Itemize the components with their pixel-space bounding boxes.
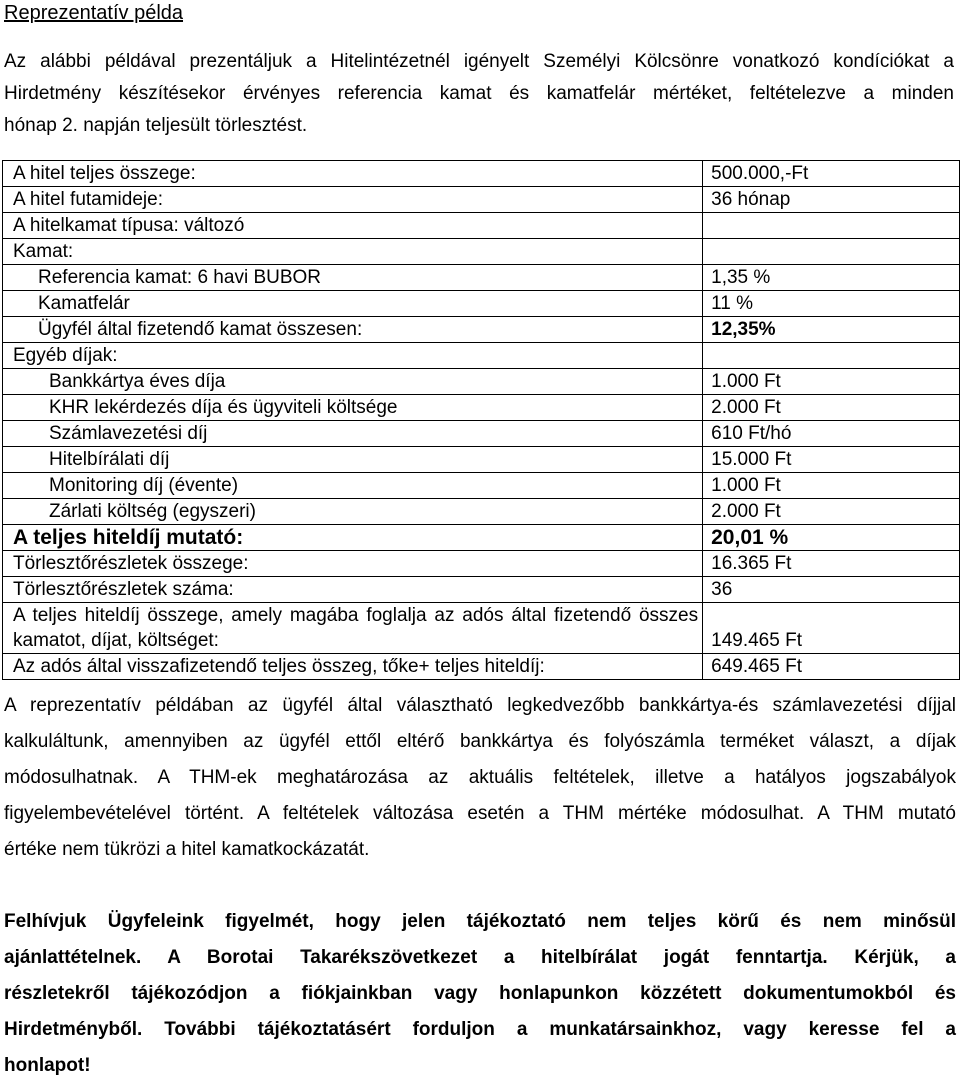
row-value: 2.000 Ft — [703, 499, 960, 525]
row-label: A hitelkamat típusa: változó — [3, 213, 703, 239]
row-label: Bankkártya éves díja — [3, 369, 703, 395]
row-label: Törlesztőrészletek száma: — [3, 577, 703, 603]
table-row — [3, 654, 960, 680]
row-label: Hitelbírálati díj — [3, 447, 703, 473]
notice-paragraph — [4, 904, 956, 1084]
table-row — [3, 603, 960, 654]
paragraph-line: honlapot! — [4, 1055, 91, 1076]
row-value: 500.000,-Ft — [703, 161, 960, 187]
page-heading: Reprezentatív példa — [4, 2, 184, 24]
table-row — [3, 187, 960, 213]
paragraph-line: Felhívjuk Ügyfeleink figyelmét, hogy jelen tájékoztató nem teljes körű és nem minősül — [4, 911, 956, 932]
paragraph-line: ajánlattételnek. A Borotai Takarékszövetkezet a hitelbírálat jogát fenntartja. Kérjük, a — [4, 947, 956, 968]
table-row — [3, 213, 960, 239]
row-value: 36 — [703, 577, 960, 603]
row-value: 20,01 % — [703, 525, 960, 551]
explanation-paragraph — [4, 688, 956, 868]
row-value — [703, 343, 960, 369]
row-value: 149.465 Ft — [703, 603, 960, 654]
row-label: Referencia kamat: 6 havi BUBOR — [3, 265, 703, 291]
row-label: Zárlati költség (egyszeri) — [3, 499, 703, 525]
paragraph-line: Hirdetményből. További tájékoztatásért forduljon a munkatársainkhoz, vagy keresse fel a — [4, 1019, 956, 1040]
row-value: 649.465 Ft — [703, 654, 960, 680]
row-label — [3, 603, 703, 654]
table-row — [3, 395, 960, 421]
row-value: 11 % — [703, 291, 960, 317]
table-row — [3, 499, 960, 525]
row-label: Monitoring díj (évente) — [3, 473, 703, 499]
intro-line: Hirdetmény készítésekor érvényes referencia kamat és kamatfelár mértéket, feltételezve a minden — [4, 83, 954, 104]
table-row — [3, 265, 960, 291]
loan-terms-table — [2, 160, 960, 680]
table-row — [3, 317, 960, 343]
intro-line: hónap 2. napján teljesült törlesztést. — [4, 115, 308, 136]
table-row — [3, 343, 960, 369]
paragraph-line: értéke nem tükrözi a hitel kamatkockázatát. — [4, 839, 370, 860]
row-label: Ügyfél által fizetendő kamat összesen: — [3, 317, 703, 343]
row-label: A hitel teljes összege: — [3, 161, 703, 187]
row-label-text: A teljes hiteldíj összege, amely magába foglalja az adós által fizetendő összes kamatot, díjat, költséget: — [13, 605, 699, 651]
row-label: Az adós által visszafizetendő teljes összeg, tőke+ teljes hiteldíj: — [3, 654, 703, 680]
table-row — [3, 551, 960, 577]
table-row — [3, 421, 960, 447]
table-row — [3, 291, 960, 317]
table-row — [3, 161, 960, 187]
row-label: Számlavezetési díj — [3, 421, 703, 447]
intro-line: Az alábbi példával prezentáljuk a Hitelintézetnél igényelt Személyi Kölcsönre vonatkozó kondíciókat a — [4, 51, 954, 72]
row-value: 1.000 Ft — [703, 473, 960, 499]
row-value: 1.000 Ft — [703, 369, 960, 395]
row-value: 1,35 % — [703, 265, 960, 291]
row-value — [703, 239, 960, 265]
row-label: Törlesztőrészletek összege: — [3, 551, 703, 577]
row-value: 15.000 Ft — [703, 447, 960, 473]
intro-paragraph — [4, 46, 954, 142]
table-row — [3, 473, 960, 499]
row-label: A hitel futamideje: — [3, 187, 703, 213]
paragraph-line: módosulhatnak. A THM-ek meghatározása az aktuális feltételek, illetve a hatályos jogszabályok — [4, 767, 956, 788]
row-value: 610 Ft/hó — [703, 421, 960, 447]
table-row — [3, 447, 960, 473]
row-label: KHR lekérdezés díja és ügyviteli költsége — [3, 395, 703, 421]
table-row — [3, 577, 960, 603]
row-value: 12,35% — [703, 317, 960, 343]
paragraph-line: részletekről tájékozódjon a fiókjainkban vagy honlapunkon közzétett dokumentumokból és — [4, 983, 956, 1004]
table-row — [3, 369, 960, 395]
row-value: 36 hónap — [703, 187, 960, 213]
table-row — [3, 239, 960, 265]
paragraph-line: A reprezentatív példában az ügyfél által választható legkedvezőbb bankkártya-és számlavezetési díjjal — [4, 695, 956, 716]
paragraph-line: figyelembevételével történt. A feltételek változása esetén a THM mértéke módosulhat. A THM mutató — [4, 803, 956, 824]
row-label: A teljes hiteldíj mutató: — [3, 525, 703, 551]
row-value: 2.000 Ft — [703, 395, 960, 421]
table-row — [3, 525, 960, 551]
row-label: Kamatfelár — [3, 291, 703, 317]
row-value — [703, 213, 960, 239]
row-label: Kamat: — [3, 239, 703, 265]
row-label: Egyéb díjak: — [3, 343, 703, 369]
row-value: 16.365 Ft — [703, 551, 960, 577]
paragraph-line: kalkuláltunk, amennyiben az ügyfél ettől eltérő bankkártya és folyószámla terméket választ, a díjak — [4, 731, 956, 752]
